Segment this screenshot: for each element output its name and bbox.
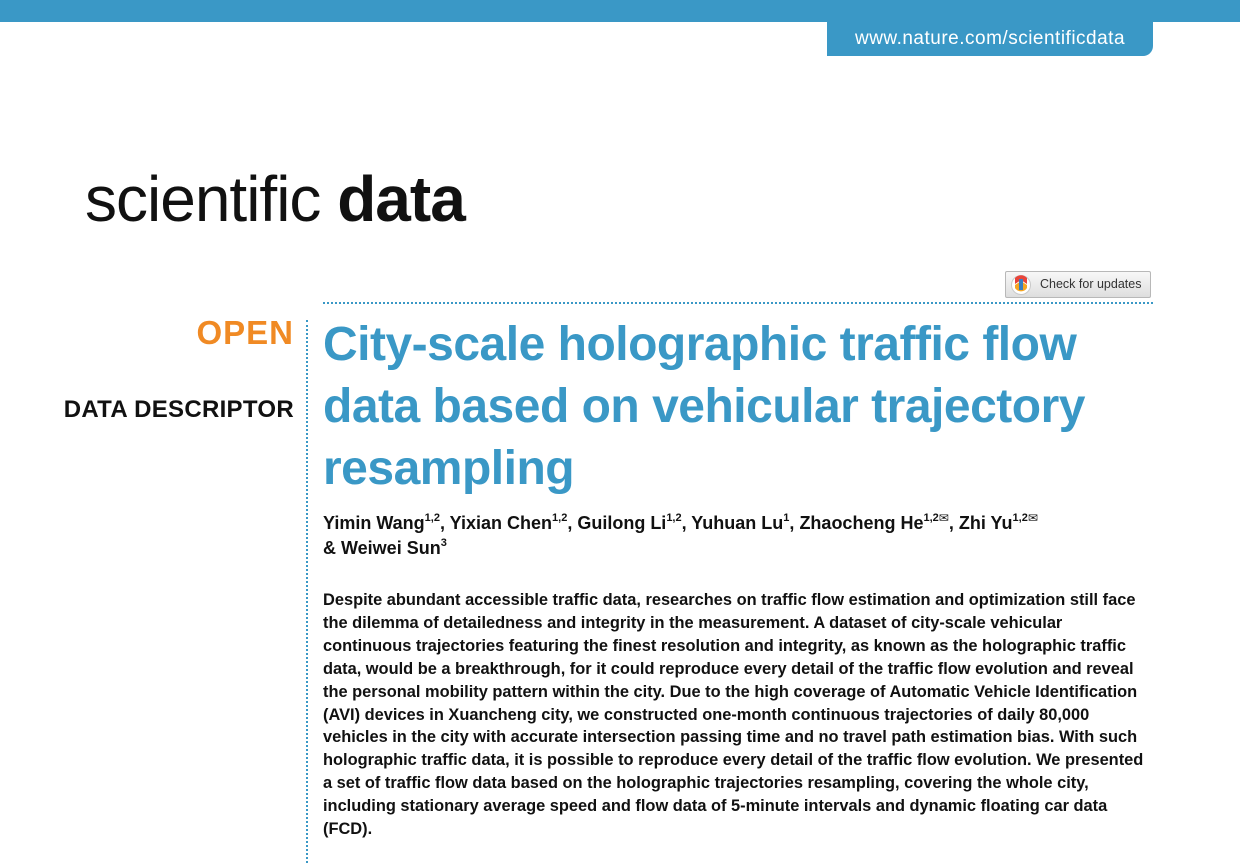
abstract-text: Despite abundant accessible traffic data, researches on traffic flow estimation and optimization still face the dilemma of detailedness and integrity in the measurement. A dataset of city-scale vehicular continuous trajectories featuring the finest resolution and integrity, as known as the holographic traffic data, would be a breakthrough, for it could reproduce every detail of the traffic flow evolution and reveal the personal mobility pattern within the city. Due to the high coverage of Automatic Vehicle Identification (AVI) devices in Xuancheng city, we constructed one-month continuous trajectories of daily 80,000 vehicles in the city with accurate intersection passing time and no travel path estimation bias. With such holographic traffic data, it is possible to reproduce every detail of the traffic flow evolution. We presented a set of traffic flow data based on the holographic trajectories resampling, covering the whole city, including stationary average speed and flow data of 5-minute intervals and dynamic floating car data (FCD).: [323, 591, 1144, 839]
title-divider: [323, 302, 1153, 304]
margin-divider: [306, 320, 308, 863]
author-name: Guilong Li: [577, 513, 667, 533]
check-for-updates-button[interactable]: [1005, 271, 1151, 298]
journal-logo[interactable]: [85, 162, 465, 236]
open-access-label: OPEN: [196, 314, 294, 351]
author-affiliation: 1,2: [923, 512, 939, 524]
author-name: Zhi Yu: [958, 513, 1013, 533]
author[interactable]: [323, 513, 440, 533]
author-affiliation: 1,2: [1012, 512, 1028, 524]
author-affiliation: 1,2: [666, 512, 682, 524]
author-affiliation: 1,2: [424, 512, 440, 524]
email-icon[interactable]: ✉: [1027, 511, 1038, 525]
author-name: & Weiwei Sun: [323, 538, 441, 558]
author-affiliation: 1: [783, 512, 790, 524]
journal-url-link[interactable]: www.nature.com/scientificdata: [827, 22, 1153, 56]
email-icon[interactable]: ✉: [938, 511, 949, 525]
author[interactable]: [959, 513, 1038, 533]
author[interactable]: [577, 513, 681, 533]
article-title: City-scale holographic traffic flow data based on vehicular trajectory resampling: [323, 318, 1085, 495]
author-name: Zhaocheng He: [799, 513, 924, 533]
article-type-label: DATA DESCRIPTOR: [63, 396, 294, 423]
author-name: Yimin Wang: [323, 513, 425, 533]
check-for-updates-label: Check for updates: [1040, 277, 1142, 291]
crossmark-icon: [1011, 275, 1031, 295]
top-bar: [0, 0, 1240, 22]
logo-text-bold: data: [337, 163, 465, 235]
author[interactable]: [450, 513, 568, 533]
author-list: Yimin Wang$^{1,2}$, Yixian Chen$^{1,2}$, Guilong Li$^{1,2}$, Yuhuan Lu$^1$, Zhaocheng $He^{1,2✉}$, Zhi $Yu^{1,2✉}$ & Weiwei Sun$^3$: [323, 511, 1038, 558]
author[interactable]: [799, 513, 948, 533]
author-affiliation: 1,2: [552, 512, 568, 524]
author[interactable]: [323, 538, 447, 558]
author-name: Yixian Chen: [449, 513, 553, 533]
logo-text-light: scientific: [85, 163, 321, 235]
author-affiliation: 3: [440, 537, 447, 549]
author[interactable]: [691, 513, 789, 533]
author-name: Yuhuan Lu: [691, 513, 784, 533]
